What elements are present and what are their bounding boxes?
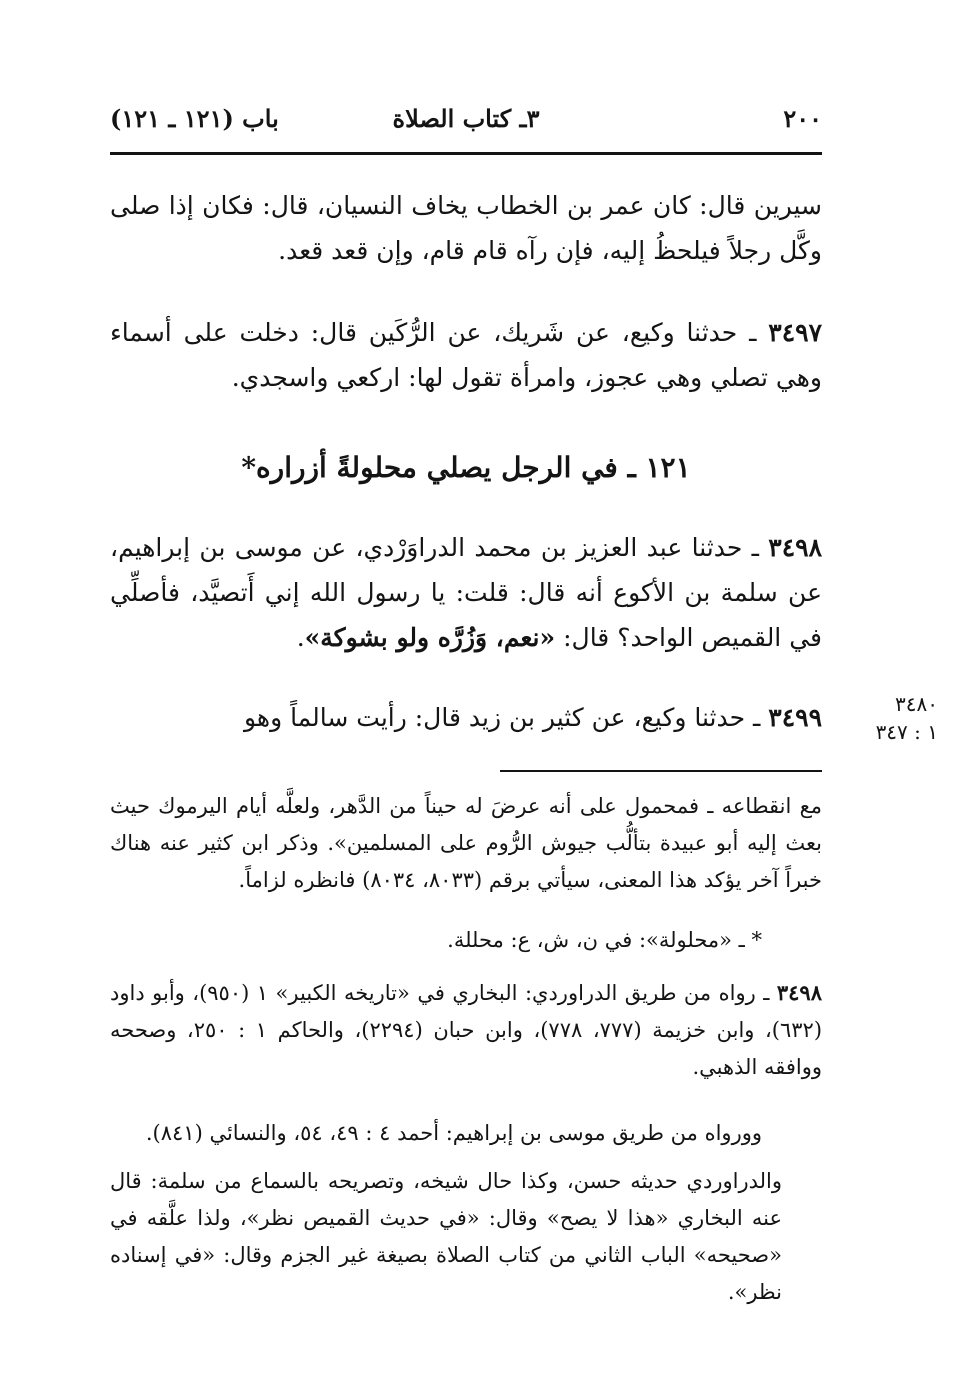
hadith-number: ٣٤٩٧ (768, 318, 822, 347)
section-title: ١٢١ ـ في الرجل يصلي محلولةً أزراره* (241, 451, 691, 484)
hadith-number: ٣٤٩٨ (768, 533, 822, 562)
prophet-quote: «نعم، وَزُرَّه ولو بشوكة» (304, 623, 556, 652)
hadith-text: ـ حدثنا عبد العزيز بن محمد الدراوَرْدي، عن موسى بن إبراهيم، عن سلمة بن الأكوع أنه قال: قلت: يا رسول الله إني أَتصيَّد، فأصلِّي في القميص الواحد؟ قال: (110, 533, 822, 652)
hadith-3498 (110, 525, 822, 660)
margin-reference-1: ٣٤٨٠ (895, 692, 938, 716)
footnote-3 (110, 974, 822, 1086)
margin-reference-2: ١ : ٣٤٧ (875, 720, 938, 744)
main-paragraph-1 (110, 183, 822, 273)
hadith-text: ـ حدثنا وكيع، عن كثير بن زيد قال: رأيت سالماً وهو (243, 703, 769, 732)
header-divider (110, 152, 822, 155)
hadith-3499 (110, 695, 822, 740)
hadith-number: ٣٤٩٩ (768, 703, 822, 732)
footnote-number: ٣٤٩٨ (776, 980, 822, 1005)
footnote-2: * ـ «محلولة»: في ن، ش، ع: محللة. (447, 928, 762, 952)
footnote-5: والدراوردي حديثه حسن، وكذا حال شيخه، وتصريحه بالسماع من سلمة: قال عنه البخاري «هذا لا يصح» وقال: «في حديث القميص نظر»، ولذا علَّقه في «صحيحه» الباب الثاني من كتاب الصلاة بصيغة غير الجزم وقال: «في إسناده نظر». (110, 1169, 782, 1304)
hadith-text: ـ حدثنا وكيع، عن شَريك، عن الرُّكَين قال: دخلت على أسماء وهي تصلي وهي عجوز، وامرأة تقول لها: اركعي واسجدي. (110, 318, 822, 392)
footnote-divider (500, 770, 822, 772)
page-header (110, 100, 822, 142)
chapter-range: باب (١٢١ ـ ١٢١) (110, 104, 279, 133)
book-title: ٣ـ كتاب الصلاة (392, 104, 540, 133)
hadith-3497 (110, 310, 822, 400)
paragraph-text: سيرين قال: كان عمر بن الخطاب يخاف النسيان، قال: فكان إذا صلى وكَّل رجلاً فيلحظُ إليه، فإن رآه قام قام، وإن قعد قعد. (110, 191, 822, 265)
footnote-4: وورواه من طريق موسى بن إبراهيم: أحمد ٤ : ٤٩، ٥٤، والنسائي (٨٤١). (145, 1121, 762, 1145)
footnote-text: ـ رواه من طريق الدراوردي: البخاري في «تاريخه الكبير» ١ (٩٥٠)، وأبو داود (٦٣٢)، وابن خزيمة (٧٧٧، ٧٧٨)، وابن حبان (٢٢٩٤)، والحاكم ١ : ٢٥٠، وصححه ووافقه الذهبي. (110, 981, 823, 1079)
page-number: ٢٠٠ (783, 104, 822, 133)
hadith-end: . (296, 623, 305, 652)
footnote-1: مع انقطاعه ـ فمحمول على أنه عرضَ له حيناً من الدَّهر، ولعلَّه أيام اليرموك حيث بعث إليه أبو عبيدة بتألُّب جيوش الرُّوم على المسلمين». وذكر ابن كثير عنه هناك خبراً آخر يؤكد هذا المعنى، سيأتي برقم (٨٠٣٣، ٨٠٣٤) فانظره لزاماً. (110, 794, 822, 892)
